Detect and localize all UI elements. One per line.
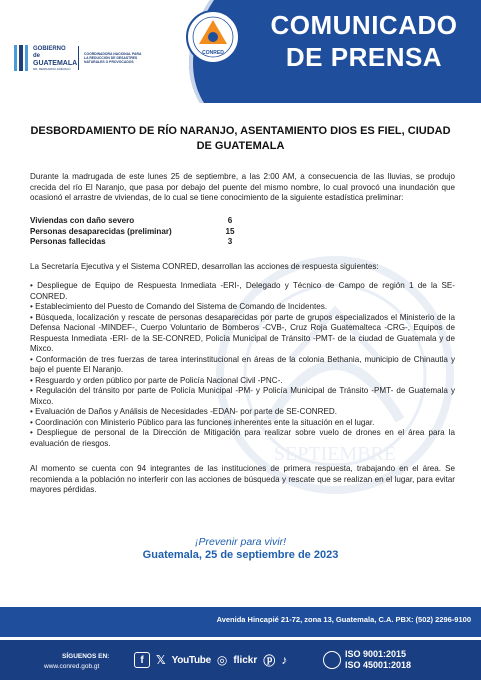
- stat-row: [30, 227, 250, 238]
- gobierno-text: [33, 45, 78, 71]
- action-item: • Despliegue de Equipo de Respuesta Inmediata -ERI-, Delegado y Técnico de Campo de región 1 de la SE-CONRED.: [30, 281, 455, 301]
- conred-seal-icon: [186, 10, 240, 64]
- flickr-icon[interactable]: flickr: [233, 654, 258, 666]
- stat-label: Viviendas con daño severo: [30, 216, 135, 225]
- watermark-text: SEPTIEMBRE: [273, 443, 397, 465]
- iso-45001: ISO 45001:2018: [345, 660, 412, 670]
- stat-row: [30, 216, 250, 227]
- gob-sub: DR. BERNARDO ARÉVALO: [33, 66, 71, 71]
- logo-divider: [78, 46, 79, 70]
- closing-paragraph: Al momento se cuenta con 94 integrantes de las instituciones de primera respuesta, trabajando en el área. Se recomienda a la población no interferir con las acciones de búsqueda y rescate que se realizan en el lugar, para evitar mayores pérdidas.: [30, 464, 455, 494]
- stat-label: Personas desaparecidas (preliminar): [30, 226, 172, 236]
- gob-line-1: GOBIERNO de: [33, 45, 66, 59]
- slogan: ¡Prevenir para vivir!: [194, 536, 287, 548]
- social-links: [134, 649, 287, 671]
- facebook-icon[interactable]: f: [134, 652, 150, 668]
- x-icon[interactable]: 𝕏: [156, 653, 166, 667]
- follow-label: SÍGUENOS EN:: [62, 653, 110, 660]
- pinterest-icon[interactable]: ⓟ: [263, 653, 276, 668]
- tiktok-icon[interactable]: ♪: [281, 653, 288, 667]
- action-item: • Conformación de tres fuerzas de tarea interinstitucional en áreas de la colonia Bethania, municipio de Chinautla y bajo el puente El Naranjo.: [30, 354, 455, 374]
- stats-list: [30, 216, 250, 248]
- actions-intro: La Secretaría Ejecutiva y el Sistema CONRED, desarrollan las acciones de respuesta siguientes:: [30, 262, 379, 271]
- stat-value: 3: [227, 237, 233, 246]
- iso-9001: ISO 9001:2015: [345, 649, 407, 659]
- coord-line-1: COORDINADORA NACIONAL PARA: [84, 51, 142, 56]
- coord-line-3: NATURALES O PROVOCADOS: [84, 60, 134, 65]
- action-item: • Coordinación con Ministerio Público para las funciones inherentes ente la situación en el lugar.: [30, 417, 375, 427]
- stat-label: Personas fallecidas: [30, 237, 106, 246]
- iso-certifications: [323, 649, 411, 671]
- iso-text: [345, 649, 411, 671]
- header: [0, 0, 481, 103]
- coord-line-2: LA REDUCCIÓN DE DESASTRES: [84, 55, 138, 60]
- gobierno-logo: [14, 40, 174, 76]
- headline: DESBORDAMIENTO DE RÍO NARANJO, ASENTAMIENTO DIOS ES FIEL, CIUDAD DE GUATEMALA: [30, 125, 451, 152]
- gob-line-2: GUATEMALA: [33, 59, 78, 67]
- website-link[interactable]: www.conred.gob.gt: [44, 663, 100, 670]
- svg-text:CONRED: CONRED: [202, 50, 224, 56]
- action-item: • Regulación del tránsito por parte de Policía Municipal -PM- y Policía Municipal de Tránsito -PMT- de Guatemala y Mixco.: [30, 386, 455, 406]
- action-item: • Establecimiento del Puesto de Comando del Sistema de Comando de Incidentes.: [30, 302, 328, 311]
- stat-value: 15: [225, 226, 235, 236]
- title-line-1: COMUNICADO: [270, 10, 458, 40]
- actions-list: [30, 281, 455, 449]
- gobierno-flag-icon: [14, 45, 28, 71]
- instagram-icon[interactable]: ◎: [216, 653, 228, 667]
- stat-row: [30, 237, 250, 248]
- intro-paragraph: Durante la madrugada de este lunes 25 de septiembre, a las 2:00 AM, a consecuencia de las lluvias, se produjo crecida del río El Naranjo, que pasa por debajo del puente del mismo nombre, lo cual provocó una inundación que ocasionó el arrastre de viviendas, de lo cual se tiene conocimiento de la siguiente estadística preliminar:: [30, 172, 455, 202]
- action-item: • Despliegue de personal de la Dirección de Mitigación para realizar sobre vuelo de drones en el área para la evaluación de riesgos.: [30, 428, 455, 448]
- address: Avenida Hincapié 21-72, zona 13, Guatemala, C.A. PBX: (502) 2296-9100: [216, 615, 471, 624]
- action-item: • Resguardo y orden público por parte de Policía Nacional Civil -PNC-.: [30, 375, 283, 385]
- iso-seal-icon: [323, 651, 341, 669]
- youtube-icon[interactable]: YouTube: [171, 654, 211, 666]
- stat-value: 6: [227, 216, 233, 225]
- title-line-2: DE PRENSA: [285, 42, 443, 72]
- action-item: • Evaluación de Daños y Análisis de Necesidades -EDAN- por parte de SE-CONRED.: [30, 407, 337, 416]
- coordinadora-text: [84, 52, 142, 65]
- action-item: • Búsqueda, localización y rescate de personas desaparecidas por parte de grupos especializados el Ministerio de la Defensa Nacional -MINDEF-, Cuerpo Voluntario de Bomberos -CVB-, Cruz Roja Guatemalteca -CRG-, Equipos de Respuesta Inmediata -ERI- de la SE-CONRED, Policía Municipal de Tránsito -PMT- de la ciudad de Guatemala y de Mixco.: [30, 312, 455, 353]
- dateline: Guatemala, 25 de septiembre de 2023: [142, 549, 339, 561]
